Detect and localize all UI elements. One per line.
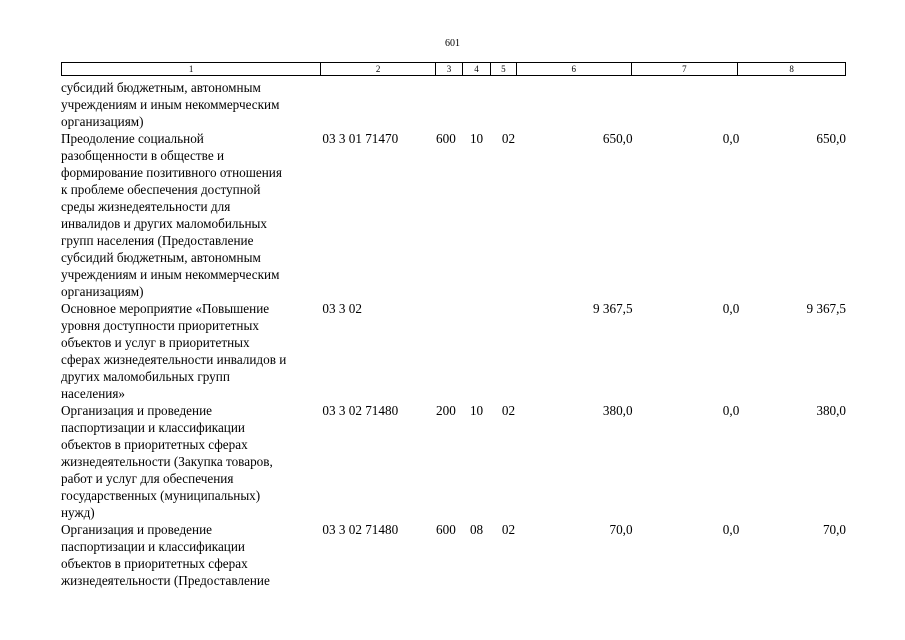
row-amount-federal: 0,0 <box>722 131 740 146</box>
header-col-2: 2 <box>321 63 436 75</box>
row-amount-total <box>526 79 633 130</box>
row-subsection <box>502 300 526 402</box>
row-name-line: инвалидов и других маломобильных <box>61 216 267 231</box>
row-name-line: паспортизации и классификации <box>61 420 245 435</box>
row-name-line: среды жизнедеятельности для <box>61 199 231 214</box>
row-code: 03 3 02 71480 <box>322 522 399 537</box>
row-section <box>470 300 502 402</box>
row-section: 10 <box>469 403 484 418</box>
table-body <box>61 79 846 589</box>
row-name-line: субсидий бюджетным, автономным <box>61 250 261 265</box>
row-name-line: объектов в приоритетных сферах <box>61 437 248 452</box>
row-code: 03 3 01 71470 <box>322 131 399 146</box>
row-amount-federal <box>633 79 740 130</box>
row-code: 03 3 02 <box>322 301 362 316</box>
row-amount-regional: 70,0 <box>822 522 847 537</box>
header-col-5: 5 <box>491 63 517 75</box>
row-subsection: 02 <box>501 131 516 146</box>
page-number: 601 <box>445 38 460 49</box>
row-name <box>61 402 322 521</box>
row-subsection: 02 <box>501 522 516 537</box>
row-name-line: организациям) <box>61 114 144 129</box>
table-row <box>61 521 846 589</box>
row-name-line: нужд) <box>61 505 95 520</box>
row-name-line: Организация и проведение <box>61 403 212 418</box>
row-amount-total: 650,0 <box>602 131 633 146</box>
row-section: 10 <box>469 131 484 146</box>
row-name-line: уровня доступности приоритетных <box>61 318 259 333</box>
row-type <box>436 300 470 402</box>
row-name-line: к проблеме обеспечения доступной <box>61 182 261 197</box>
row-amount-regional: 9 367,5 <box>806 301 847 316</box>
row-name-line: других маломобильных групп <box>61 369 230 384</box>
row-code: 03 3 02 71480 <box>322 403 399 418</box>
table-row <box>61 300 846 402</box>
row-amount-federal: 0,0 <box>722 301 740 316</box>
row-amount-regional: 650,0 <box>816 131 847 146</box>
table-row <box>61 402 846 521</box>
header-col-7: 7 <box>632 63 739 75</box>
row-name-line: Основное мероприятие «Повышение <box>61 301 270 316</box>
row-name-line: учреждениям и иным некоммерческим <box>61 97 280 112</box>
table-header <box>61 62 846 76</box>
row-section: 08 <box>469 522 484 537</box>
row-type: 600 <box>436 522 456 537</box>
header-col-6: 6 <box>517 63 632 75</box>
table-row <box>61 79 846 130</box>
row-name-line: работ и услуг для обеспечения <box>61 471 234 486</box>
row-amount-federal: 0,0 <box>722 403 740 418</box>
row-name <box>61 79 322 130</box>
row-name <box>61 300 322 402</box>
row-type: 200 <box>436 403 456 418</box>
row-amount-total: 70,0 <box>609 522 633 537</box>
row-name-line: государственных (муниципальных) <box>61 488 261 503</box>
row-name-line: объектов в приоритетных сферах <box>61 556 248 571</box>
row-amount-federal: 0,0 <box>722 522 740 537</box>
row-name <box>61 521 322 589</box>
row-name-line: формирование позитивного отношения <box>61 165 282 180</box>
row-name-line: учреждениям и иным некоммерческим <box>61 267 280 282</box>
row-name-line: сферах жизнедеятельности инвалидов и <box>61 352 287 367</box>
row-amount-total: 9 367,5 <box>592 301 633 316</box>
header-col-8: 8 <box>789 64 794 74</box>
row-amount-regional: 380,0 <box>816 403 847 418</box>
row-name-line: паспортизации и классификации <box>61 539 245 554</box>
header-col-3: 3 <box>436 63 463 75</box>
header-col-4: 4 <box>463 63 491 75</box>
row-section <box>470 79 502 130</box>
row-name-line: объектов и услуг в приоритетных <box>61 335 250 350</box>
header-col-1: 1 <box>62 63 321 75</box>
row-amount-total: 380,0 <box>602 403 633 418</box>
row-type <box>436 79 470 130</box>
table-row <box>61 130 846 300</box>
row-name-line: населения» <box>61 386 125 401</box>
row-name-line: жизнедеятельности (Предоставление <box>61 573 270 588</box>
row-name-line: групп населения (Предоставление <box>61 233 254 248</box>
row-code <box>322 79 436 130</box>
row-name-line: Преодоление социальной <box>61 131 204 146</box>
row-name-line: разобщенности в обществе и <box>61 148 225 163</box>
row-name-line: Организация и проведение <box>61 522 212 537</box>
row-name-line: субсидий бюджетным, автономным <box>61 80 261 95</box>
row-name-line: организациям) <box>61 284 144 299</box>
row-type: 600 <box>436 131 456 146</box>
row-name <box>61 130 322 300</box>
row-subsection <box>502 79 526 130</box>
row-name-line: жизнедеятельности (Закупка товаров, <box>61 454 273 469</box>
row-subsection: 02 <box>501 403 516 418</box>
row-amount-regional <box>739 79 846 130</box>
